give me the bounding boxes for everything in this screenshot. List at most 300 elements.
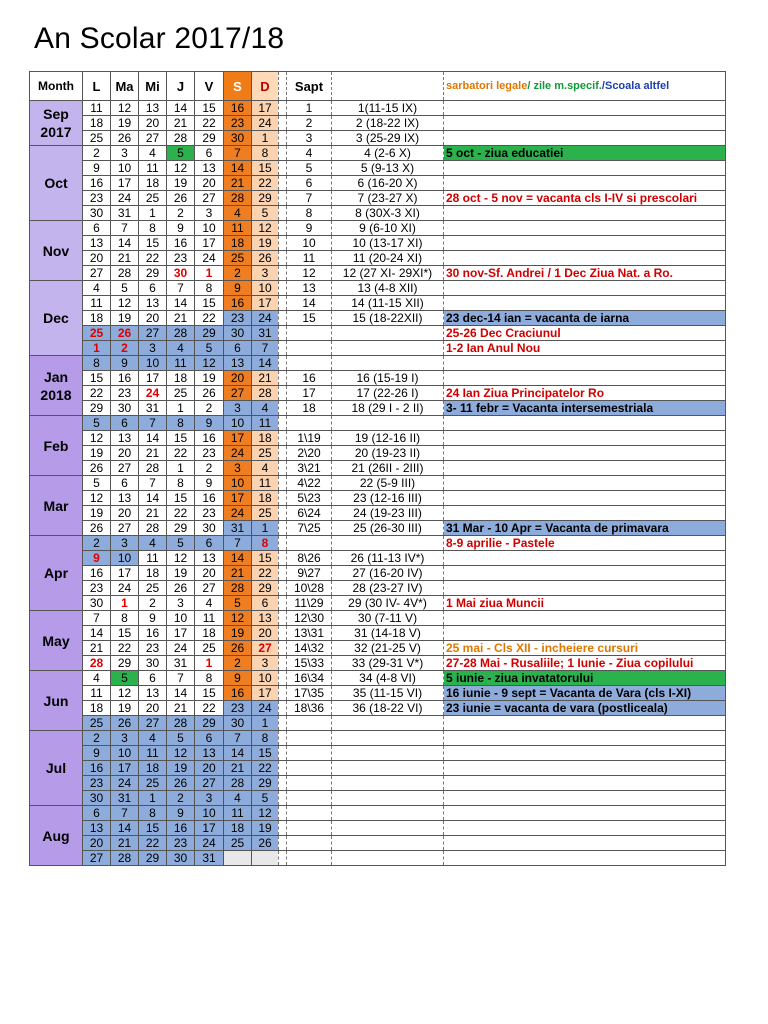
day-cell-s: 14 — [224, 746, 252, 761]
day-cell-l: 19 — [83, 446, 111, 461]
day-cell-s: 24 — [224, 446, 252, 461]
week-range-cell — [332, 776, 444, 791]
day-cell-v: 5 — [195, 341, 224, 356]
spacer-cell — [279, 311, 287, 326]
header-day-j: J — [167, 72, 195, 101]
day-cell-d: 11 — [252, 416, 279, 431]
day-cell-l: 6 — [83, 806, 111, 821]
day-cell-v: 11 — [195, 611, 224, 626]
week-row — [30, 176, 726, 191]
day-cell-s: 25 — [224, 251, 252, 266]
day-cell-l: 13 — [83, 236, 111, 251]
week-range-cell: 24 (19-23 III) — [332, 506, 444, 521]
note-cell: 25 mai - Cls XII - incheiere cursuri — [444, 641, 726, 656]
week-range-cell: 18 (29 I - 2 II) — [332, 401, 444, 416]
day-cell-j: 3 — [167, 596, 195, 611]
day-cell-mi: 14 — [139, 491, 167, 506]
day-cell-l: 20 — [83, 251, 111, 266]
sapt-cell — [287, 821, 332, 836]
week-row — [30, 386, 726, 401]
day-cell-l: 25 — [83, 716, 111, 731]
day-cell-l: 1 — [83, 341, 111, 356]
week-range-cell: 22 (5-9 III) — [332, 476, 444, 491]
sapt-cell — [287, 761, 332, 776]
week-row — [30, 806, 726, 821]
day-cell-l: 29 — [83, 401, 111, 416]
week-range-cell: 4 (2-6 X) — [332, 146, 444, 161]
spacer-cell — [279, 641, 287, 656]
week-range-cell: 2 (18-22 IX) — [332, 116, 444, 131]
week-row — [30, 581, 726, 596]
sapt-cell: 6 — [287, 176, 332, 191]
note-cell: 5 iunie - ziua invatatorului — [444, 671, 726, 686]
note-cell — [444, 281, 726, 296]
spacer-cell — [279, 581, 287, 596]
day-cell-s: 6 — [224, 341, 252, 356]
day-cell-v: 27 — [195, 191, 224, 206]
week-range-cell — [332, 731, 444, 746]
day-cell-j: 4 — [167, 341, 195, 356]
note-cell — [444, 581, 726, 596]
day-cell-l: 7 — [83, 611, 111, 626]
day-cell-mi: 21 — [139, 446, 167, 461]
day-cell-d: 17 — [252, 296, 279, 311]
week-range-cell: 31 (14-18 V) — [332, 626, 444, 641]
day-cell-j: 24 — [167, 641, 195, 656]
header-notes — [444, 72, 726, 101]
day-cell-ma: 20 — [111, 446, 139, 461]
day-cell-l: 5 — [83, 476, 111, 491]
week-range-cell — [332, 851, 444, 866]
day-cell-d: 15 — [252, 161, 279, 176]
week-row — [30, 281, 726, 296]
spacer-cell — [279, 671, 287, 686]
day-cell-d: 29 — [252, 776, 279, 791]
note-cell — [444, 791, 726, 806]
day-cell-d: 10 — [252, 671, 279, 686]
day-cell-mi: 8 — [139, 806, 167, 821]
day-cell-s: 30 — [224, 716, 252, 731]
day-cell-ma: 17 — [111, 566, 139, 581]
day-cell-ma: 2 — [111, 341, 139, 356]
note-cell: 28 oct - 5 nov = vacanta cls I-IV si prescolari — [444, 191, 726, 206]
note-cell — [444, 296, 726, 311]
day-cell-d: 26 — [252, 836, 279, 851]
week-range-cell: 15 (18-22XII) — [332, 311, 444, 326]
spacer-cell — [279, 701, 287, 716]
note-cell: 24 Ian Ziua Principatelor Ro — [444, 386, 726, 401]
day-cell-j: 26 — [167, 581, 195, 596]
spacer-cell — [279, 851, 287, 866]
day-cell-mi: 6 — [139, 671, 167, 686]
day-cell-d: 10 — [252, 281, 279, 296]
day-cell-j: 25 — [167, 386, 195, 401]
spacer-cell — [279, 281, 287, 296]
day-cell-mi: 21 — [139, 506, 167, 521]
day-cell-l: 26 — [83, 521, 111, 536]
day-cell-mi: 30 — [139, 656, 167, 671]
day-cell-v: 22 — [195, 116, 224, 131]
day-cell-v: 17 — [195, 236, 224, 251]
day-cell-ma: 17 — [111, 761, 139, 776]
spacer-cell — [279, 626, 287, 641]
day-cell-s: 30 — [224, 131, 252, 146]
week-row — [30, 116, 726, 131]
week-range-cell — [332, 341, 444, 356]
spacer-cell — [279, 386, 287, 401]
note-cell: 31 Mar - 10 Apr = Vacanta de primavara — [444, 521, 726, 536]
day-cell-j: 7 — [167, 671, 195, 686]
spacer-cell — [279, 566, 287, 581]
day-cell-ma: 12 — [111, 686, 139, 701]
note-cell — [444, 746, 726, 761]
sapt-cell — [287, 326, 332, 341]
day-cell-v: 19 — [195, 371, 224, 386]
spacer-cell — [279, 131, 287, 146]
day-cell-mi: 1 — [139, 206, 167, 221]
week-range-cell: 32 (21-25 V) — [332, 641, 444, 656]
day-cell-l: 12 — [83, 491, 111, 506]
spacer-cell — [279, 791, 287, 806]
day-cell-ma: 7 — [111, 221, 139, 236]
day-cell-s: 24 — [224, 506, 252, 521]
spacer-cell — [279, 296, 287, 311]
day-cell-j: 18 — [167, 371, 195, 386]
sapt-cell — [287, 731, 332, 746]
note-cell — [444, 626, 726, 641]
day-cell-l: 9 — [83, 551, 111, 566]
spacer-cell — [279, 596, 287, 611]
day-cell-d: 22 — [252, 566, 279, 581]
week-row — [30, 356, 726, 371]
day-cell-d: 15 — [252, 746, 279, 761]
day-cell-d: 17 — [252, 686, 279, 701]
day-cell-j: 2 — [167, 791, 195, 806]
day-cell-ma: 29 — [111, 656, 139, 671]
week-range-cell: 28 (23-27 IV) — [332, 581, 444, 596]
day-cell-j: 31 — [167, 656, 195, 671]
day-cell-mi: 27 — [139, 131, 167, 146]
sapt-cell — [287, 836, 332, 851]
week-row — [30, 731, 726, 746]
day-cell-v: 27 — [195, 581, 224, 596]
day-cell-v: 3 — [195, 791, 224, 806]
day-cell-mi: 13 — [139, 686, 167, 701]
day-cell-ma: 14 — [111, 821, 139, 836]
week-row — [30, 221, 726, 236]
day-cell-s: 28 — [224, 776, 252, 791]
week-row — [30, 686, 726, 701]
day-cell-l: 30 — [83, 596, 111, 611]
header-sapt: Sapt — [287, 72, 332, 101]
day-cell-s: 11 — [224, 806, 252, 821]
note-cell — [444, 101, 726, 116]
day-cell-s: 16 — [224, 296, 252, 311]
spacer-cell — [279, 266, 287, 281]
day-cell-j: 5 — [167, 536, 195, 551]
day-cell-j: 22 — [167, 446, 195, 461]
day-cell-j: 21 — [167, 116, 195, 131]
day-cell-s: 28 — [224, 191, 252, 206]
day-cell-v: 15 — [195, 686, 224, 701]
sapt-cell: 12\30 — [287, 611, 332, 626]
day-cell-v: 22 — [195, 311, 224, 326]
day-cell-s: 18 — [224, 236, 252, 251]
day-cell-s: 23 — [224, 701, 252, 716]
week-row — [30, 251, 726, 266]
day-cell-d: 21 — [252, 371, 279, 386]
day-cell-l: 4 — [83, 281, 111, 296]
day-cell-s: 25 — [224, 836, 252, 851]
day-cell-j: 2 — [167, 206, 195, 221]
day-cell-d: 12 — [252, 221, 279, 236]
header-month: Month — [30, 72, 83, 101]
week-range-cell — [332, 836, 444, 851]
day-cell-l: 2 — [83, 146, 111, 161]
day-cell-v: 4 — [195, 596, 224, 611]
day-cell-s: 10 — [224, 416, 252, 431]
day-cell-l: 19 — [83, 506, 111, 521]
week-range-cell — [332, 746, 444, 761]
day-cell-d: 19 — [252, 236, 279, 251]
day-cell-l: 11 — [83, 101, 111, 116]
day-cell-l: 9 — [83, 746, 111, 761]
day-cell-ma: 17 — [111, 176, 139, 191]
month-label: Sep 2017 — [30, 101, 83, 146]
day-cell-v: 13 — [195, 746, 224, 761]
day-cell-j: 26 — [167, 191, 195, 206]
day-cell-v: 18 — [195, 626, 224, 641]
week-row — [30, 791, 726, 806]
week-row — [30, 701, 726, 716]
day-cell-j: 19 — [167, 176, 195, 191]
day-cell-mi: 11 — [139, 746, 167, 761]
day-cell-mi: 20 — [139, 116, 167, 131]
sapt-cell — [287, 851, 332, 866]
day-cell-d: 26 — [252, 251, 279, 266]
day-cell-j: 28 — [167, 131, 195, 146]
day-cell-l: 23 — [83, 776, 111, 791]
day-cell-d: 22 — [252, 176, 279, 191]
day-cell-mi: 13 — [139, 296, 167, 311]
sapt-cell: 16 — [287, 371, 332, 386]
day-cell-d: 1 — [252, 716, 279, 731]
day-cell-j: 10 — [167, 611, 195, 626]
day-cell-mi: 13 — [139, 101, 167, 116]
week-row — [30, 296, 726, 311]
sapt-cell: 3 — [287, 131, 332, 146]
day-cell-d: 17 — [252, 101, 279, 116]
day-cell-ma: 19 — [111, 701, 139, 716]
week-range-cell — [332, 716, 444, 731]
day-cell-l: 30 — [83, 206, 111, 221]
week-range-cell: 12 (27 XI- 29XI*) — [332, 266, 444, 281]
sapt-cell: 3\21 — [287, 461, 332, 476]
week-range-cell: 17 (22-26 I) — [332, 386, 444, 401]
day-cell-v: 27 — [195, 776, 224, 791]
day-cell-ma: 26 — [111, 131, 139, 146]
day-cell-mi: 8 — [139, 221, 167, 236]
day-cell-j: 12 — [167, 161, 195, 176]
spacer-cell — [279, 476, 287, 491]
day-cell-s: 3 — [224, 461, 252, 476]
day-cell-v: 8 — [195, 671, 224, 686]
day-cell-ma: 21 — [111, 836, 139, 851]
week-row — [30, 131, 726, 146]
day-cell-v: 15 — [195, 296, 224, 311]
day-cell-j: 1 — [167, 401, 195, 416]
day-cell-v: 13 — [195, 551, 224, 566]
day-cell-j: 12 — [167, 746, 195, 761]
day-cell-v: 9 — [195, 416, 224, 431]
day-cell-l: 21 — [83, 641, 111, 656]
day-cell-mi: 3 — [139, 341, 167, 356]
day-cell-ma: 15 — [111, 626, 139, 641]
week-range-cell: 7 (23-27 X) — [332, 191, 444, 206]
spacer-cell — [279, 371, 287, 386]
day-cell-ma: 19 — [111, 311, 139, 326]
week-range-cell: 16 (15-19 I) — [332, 371, 444, 386]
day-cell-ma: 22 — [111, 641, 139, 656]
day-cell-v: 1 — [195, 266, 224, 281]
note-cell — [444, 716, 726, 731]
day-cell-d: 29 — [252, 581, 279, 596]
day-cell-v: 24 — [195, 836, 224, 851]
week-row — [30, 551, 726, 566]
day-cell-s: 3 — [224, 401, 252, 416]
week-range-cell — [332, 806, 444, 821]
note-cell — [444, 161, 726, 176]
sapt-cell: 18\36 — [287, 701, 332, 716]
day-cell-s: 9 — [224, 671, 252, 686]
day-cell-v: 30 — [195, 521, 224, 536]
day-cell-v: 24 — [195, 251, 224, 266]
day-cell-l: 25 — [83, 326, 111, 341]
week-row — [30, 821, 726, 836]
day-cell-mi: 20 — [139, 701, 167, 716]
day-cell-j: 16 — [167, 236, 195, 251]
day-cell-v: 25 — [195, 641, 224, 656]
day-cell-v: 6 — [195, 731, 224, 746]
day-cell-d: 8 — [252, 731, 279, 746]
day-cell-ma: 30 — [111, 401, 139, 416]
day-cell-s: 9 — [224, 281, 252, 296]
day-cell-l: 15 — [83, 371, 111, 386]
spacer-cell — [279, 536, 287, 551]
day-cell-l: 27 — [83, 851, 111, 866]
note-cell — [444, 206, 726, 221]
day-cell-ma: 24 — [111, 581, 139, 596]
day-cell-v: 22 — [195, 701, 224, 716]
day-cell-mi: 1 — [139, 791, 167, 806]
sapt-cell: 2 — [287, 116, 332, 131]
day-cell-s — [224, 851, 252, 866]
sapt-cell: 4\22 — [287, 476, 332, 491]
sapt-cell — [287, 746, 332, 761]
spacer-cell — [279, 236, 287, 251]
day-cell-l: 20 — [83, 836, 111, 851]
spacer-cell — [279, 761, 287, 776]
day-cell-ma: 27 — [111, 521, 139, 536]
week-range-cell — [332, 326, 444, 341]
sapt-cell — [287, 536, 332, 551]
day-cell-d: 8 — [252, 536, 279, 551]
day-cell-v: 17 — [195, 821, 224, 836]
spacer-cell — [279, 356, 287, 371]
note-cell — [444, 371, 726, 386]
sapt-cell: 5\23 — [287, 491, 332, 506]
day-cell-v: 20 — [195, 176, 224, 191]
day-cell-l: 9 — [83, 161, 111, 176]
day-cell-d: 24 — [252, 311, 279, 326]
spacer-cell — [279, 821, 287, 836]
week-row — [30, 641, 726, 656]
day-cell-j: 11 — [167, 356, 195, 371]
note-cell: 25-26 Dec Craciunul — [444, 326, 726, 341]
day-cell-v: 13 — [195, 161, 224, 176]
day-cell-mi: 25 — [139, 581, 167, 596]
week-range-cell: 10 (13-17 XI) — [332, 236, 444, 251]
day-cell-l: 6 — [83, 221, 111, 236]
note-cell — [444, 776, 726, 791]
note-cell — [444, 851, 726, 866]
day-cell-j: 26 — [167, 776, 195, 791]
day-cell-s: 13 — [224, 356, 252, 371]
day-cell-v: 29 — [195, 326, 224, 341]
day-cell-d: 27 — [252, 641, 279, 656]
header-day-v: V — [195, 72, 224, 101]
day-cell-mi: 27 — [139, 326, 167, 341]
day-cell-d: 1 — [252, 131, 279, 146]
day-cell-mi: 4 — [139, 536, 167, 551]
day-cell-d: 7 — [252, 341, 279, 356]
sapt-cell — [287, 356, 332, 371]
header-day-d: D — [252, 72, 279, 101]
day-cell-mi: 2 — [139, 596, 167, 611]
day-cell-v: 29 — [195, 131, 224, 146]
day-cell-mi: 10 — [139, 356, 167, 371]
month-label: Jun — [30, 671, 83, 731]
week-range-cell: 14 (11-15 XII) — [332, 296, 444, 311]
day-cell-l: 5 — [83, 416, 111, 431]
day-cell-j: 19 — [167, 566, 195, 581]
header-notes-scoala-altfel: /Scoala altfel — [601, 79, 670, 92]
day-cell-j: 28 — [167, 326, 195, 341]
spacer-cell — [279, 161, 287, 176]
day-cell-d: 11 — [252, 476, 279, 491]
day-cell-l: 28 — [83, 656, 111, 671]
sapt-cell: 14\32 — [287, 641, 332, 656]
note-cell: 1 Mai ziua Muncii — [444, 596, 726, 611]
day-cell-ma: 28 — [111, 851, 139, 866]
day-cell-l: 4 — [83, 671, 111, 686]
day-cell-j: 15 — [167, 431, 195, 446]
day-cell-ma: 3 — [111, 146, 139, 161]
day-cell-j: 30 — [167, 266, 195, 281]
day-cell-j: 8 — [167, 416, 195, 431]
day-cell-j: 1 — [167, 461, 195, 476]
sapt-cell — [287, 416, 332, 431]
week-range-cell: 33 (29-31 V*) — [332, 656, 444, 671]
day-cell-s: 21 — [224, 176, 252, 191]
week-row — [30, 746, 726, 761]
sapt-cell: 14 — [287, 296, 332, 311]
sapt-cell — [287, 776, 332, 791]
note-cell — [444, 761, 726, 776]
sapt-cell — [287, 791, 332, 806]
month-label: Oct — [30, 146, 83, 221]
day-cell-v: 8 — [195, 281, 224, 296]
